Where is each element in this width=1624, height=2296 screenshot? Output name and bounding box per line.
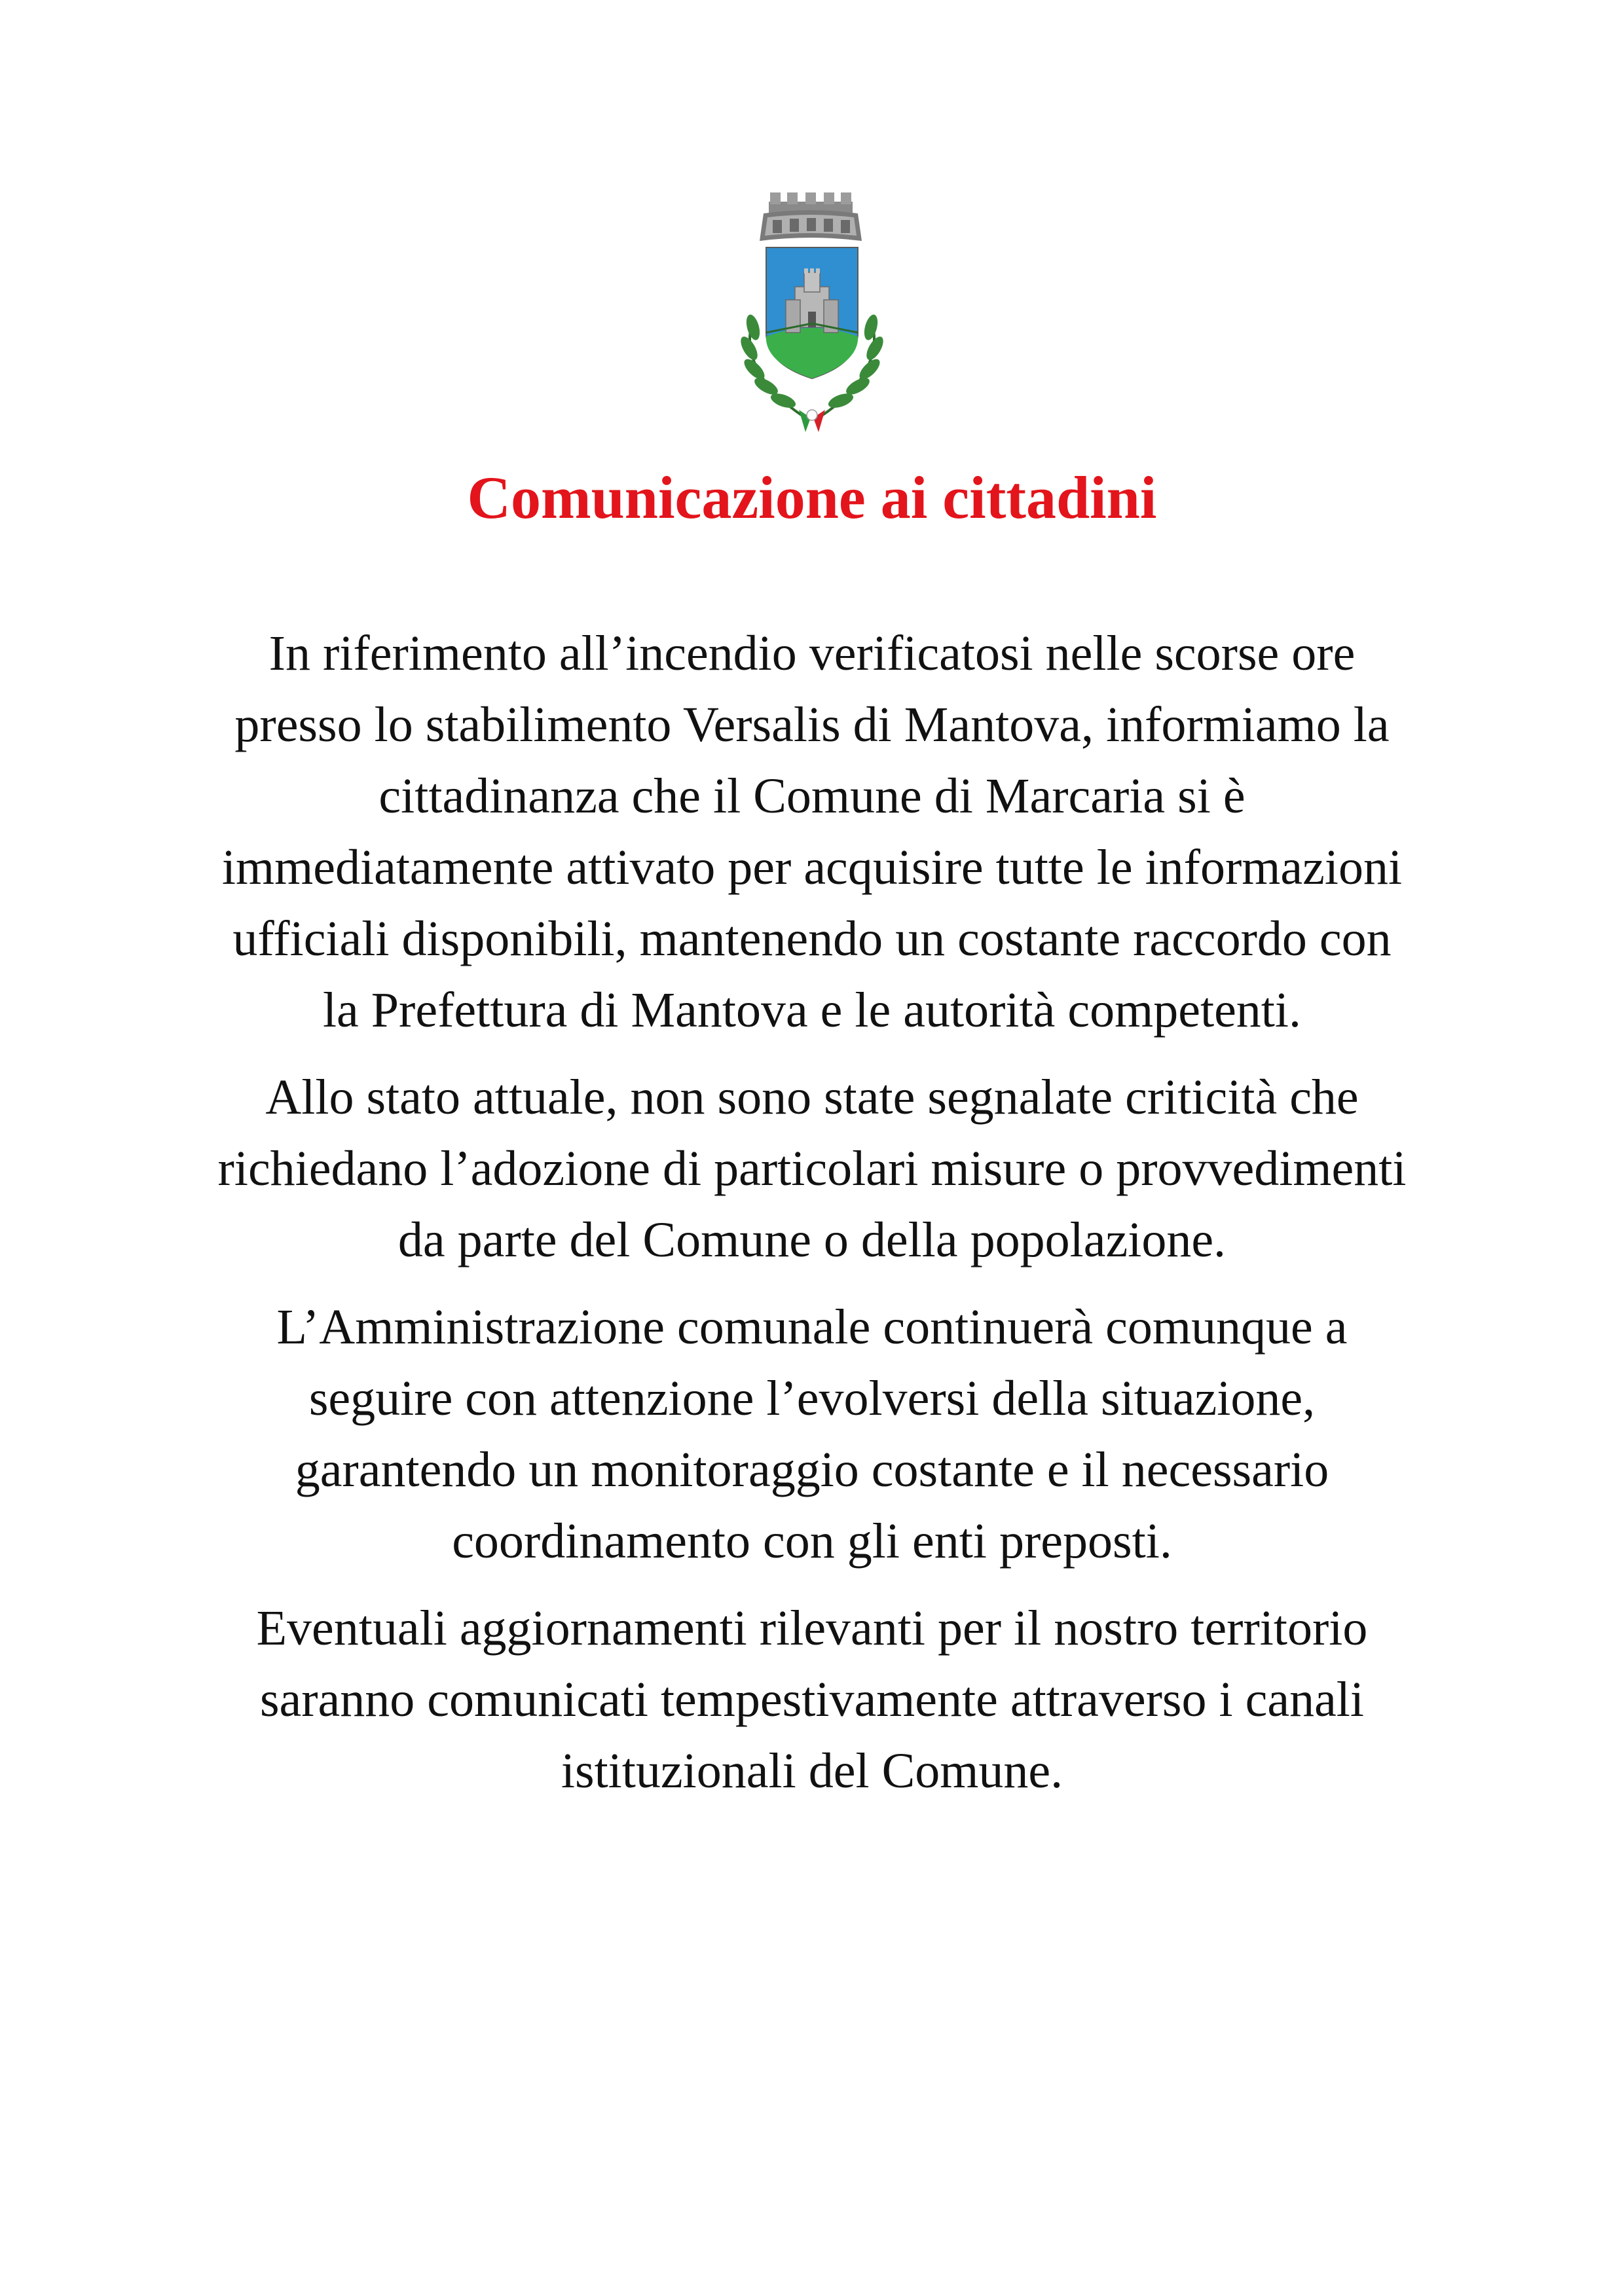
- notice-body: [131, 618, 1493, 1823]
- text-line: Allo stato attuale, non sono state segnalate criticità che: [265, 1070, 1359, 1125]
- paragraph-2: [131, 1062, 1493, 1276]
- text-line: L’Amministrazione comunale continuerà comunque a: [276, 1300, 1348, 1355]
- text-line: immediatamente attivato per acquisire tutte le informazioni: [221, 840, 1403, 895]
- shield-icon: [766, 247, 858, 378]
- text-line: richiedano l’adozione di particolari misure o provvedimenti: [217, 1141, 1407, 1196]
- text-line: coordinamento con gli enti preposti.: [452, 1514, 1172, 1569]
- text-line: istituzionali del Comune.: [561, 1743, 1063, 1798]
- text-line: seguire con attenzione l’evolversi della situazione,: [308, 1371, 1316, 1426]
- text-line: saranno comunicati tempestivamente attraverso i canali: [259, 1672, 1365, 1727]
- crown-icon: [760, 192, 862, 241]
- text-line: ufficiali disponibili, mantenendo un costante raccordo con: [232, 911, 1392, 966]
- municipal-coat-of-arms-icon: [727, 189, 897, 435]
- text-line: garantendo un monitoraggio costante e il necessario: [295, 1442, 1329, 1497]
- page-title: Comunicazione ai cittadini: [467, 464, 1157, 531]
- text-line: In riferimento all’incendio verificatosi nelle scorse ore: [268, 626, 1356, 681]
- text-line: Eventuali aggiornamenti rilevanti per il nostro territorio: [256, 1601, 1368, 1656]
- ribbon-icon: [799, 410, 825, 432]
- paragraph-4: [131, 1593, 1493, 1807]
- text-line: cittadinanza che il Comune di Marcaria si è: [378, 769, 1246, 824]
- paragraph-1: [131, 618, 1493, 1046]
- paragraph-3: [131, 1292, 1493, 1577]
- text-line: presso lo stabilimento Versalis di Mantova, informiamo la: [234, 697, 1390, 752]
- text-line: la Prefettura di Mantova e le autorità competenti.: [322, 983, 1302, 1038]
- text-line: da parte del Comune o della popolazione.: [397, 1212, 1227, 1267]
